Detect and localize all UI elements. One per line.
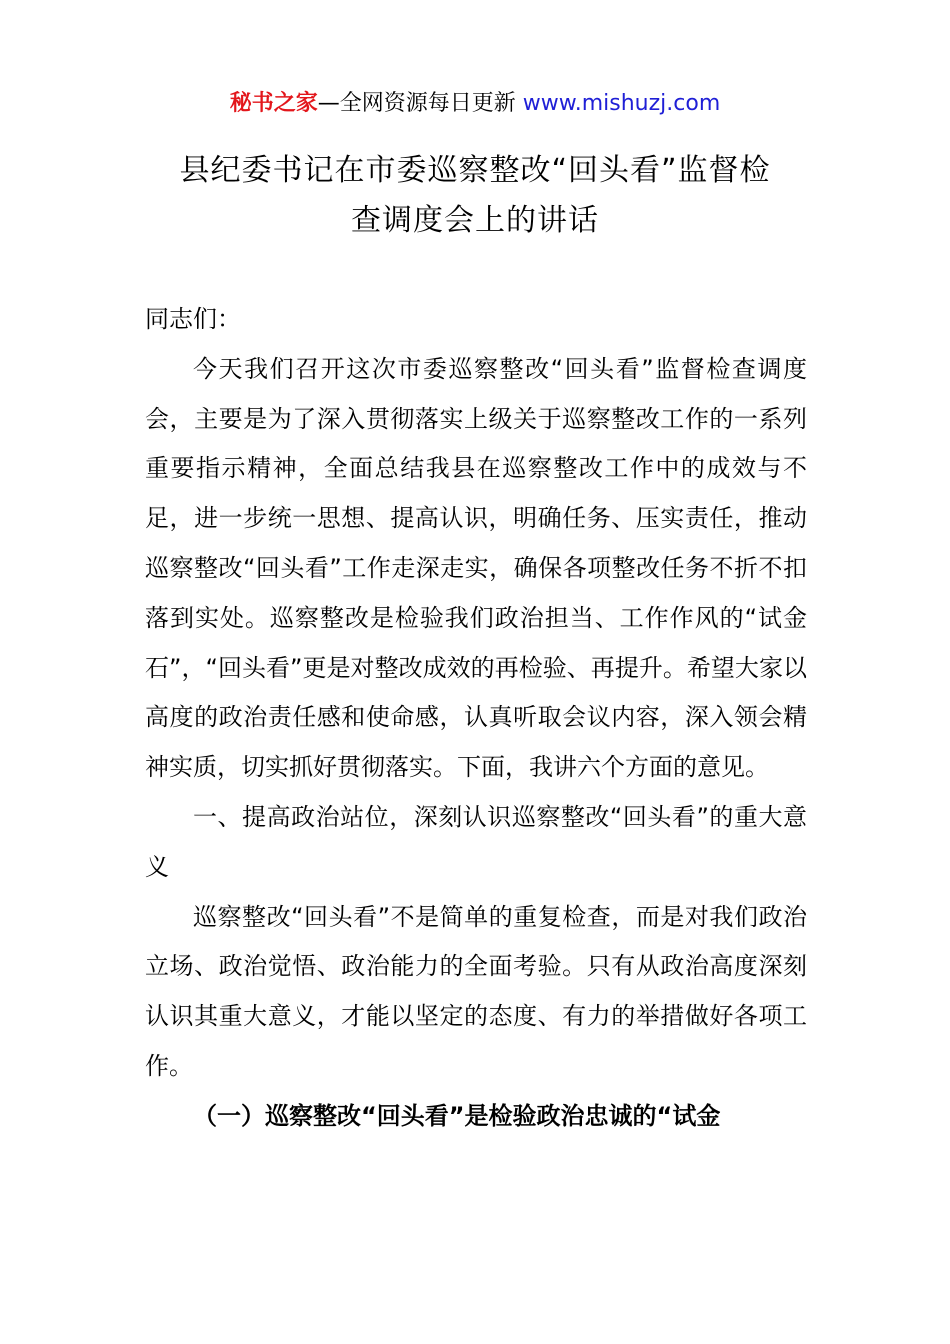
subsection-heading: （一）巡察整改“回头看”是检验政治忠诚的“试金	[193, 1101, 721, 1130]
document-body	[145, 295, 807, 1142]
salutation: 同志们：	[145, 305, 241, 333]
paragraph: 今天我们召开这次市委巡察整改“回头看”监督检查调度会，主要是为了深入贯彻落实上级关于巡察整改工作的一系列重要指示精神，全面总结我县在巡察整改工作中的成效与不足，进一步统一思想、提高认识，明确任务、压实责任，推动巡察整改“回头看”工作走深走实，确保各项整改任务不折不扣落到实处。巡察整改是检验我们政治担当、工作作风的“试金石”，“回头看”更是对整改成效的再检验、再提升。希望大家以高度的政治责任感和使命感，认真听取会议内容，深入领会精神实质，切实抓好贯彻落实。下面，我讲六个方面的意见。	[145, 354, 807, 782]
section-heading: 一、提高政治站位，深刻认识巡察整改“回头看”的重大意义	[145, 802, 807, 881]
header-tagline: —全网资源每日更新	[317, 91, 523, 116]
site-header	[0, 88, 950, 120]
title-line-2: 查调度会上的讲话	[351, 203, 599, 238]
brand-name: 秘书之家	[229, 91, 318, 116]
site-url-link[interactable]: www.mishuzj.com	[522, 91, 721, 116]
paragraph: 巡察整改“回头看”不是简单的重复检查，而是对我们政治立场、政治觉悟、政治能力的全面考验。只有从政治高度深刻认识其重大意义，才能以坚定的态度、有力的举措做好各项工作。	[145, 902, 807, 1080]
title-line-1: 县纪委书记在市委巡察整改“回头看”监督检	[179, 153, 771, 188]
document-title	[0, 146, 950, 246]
